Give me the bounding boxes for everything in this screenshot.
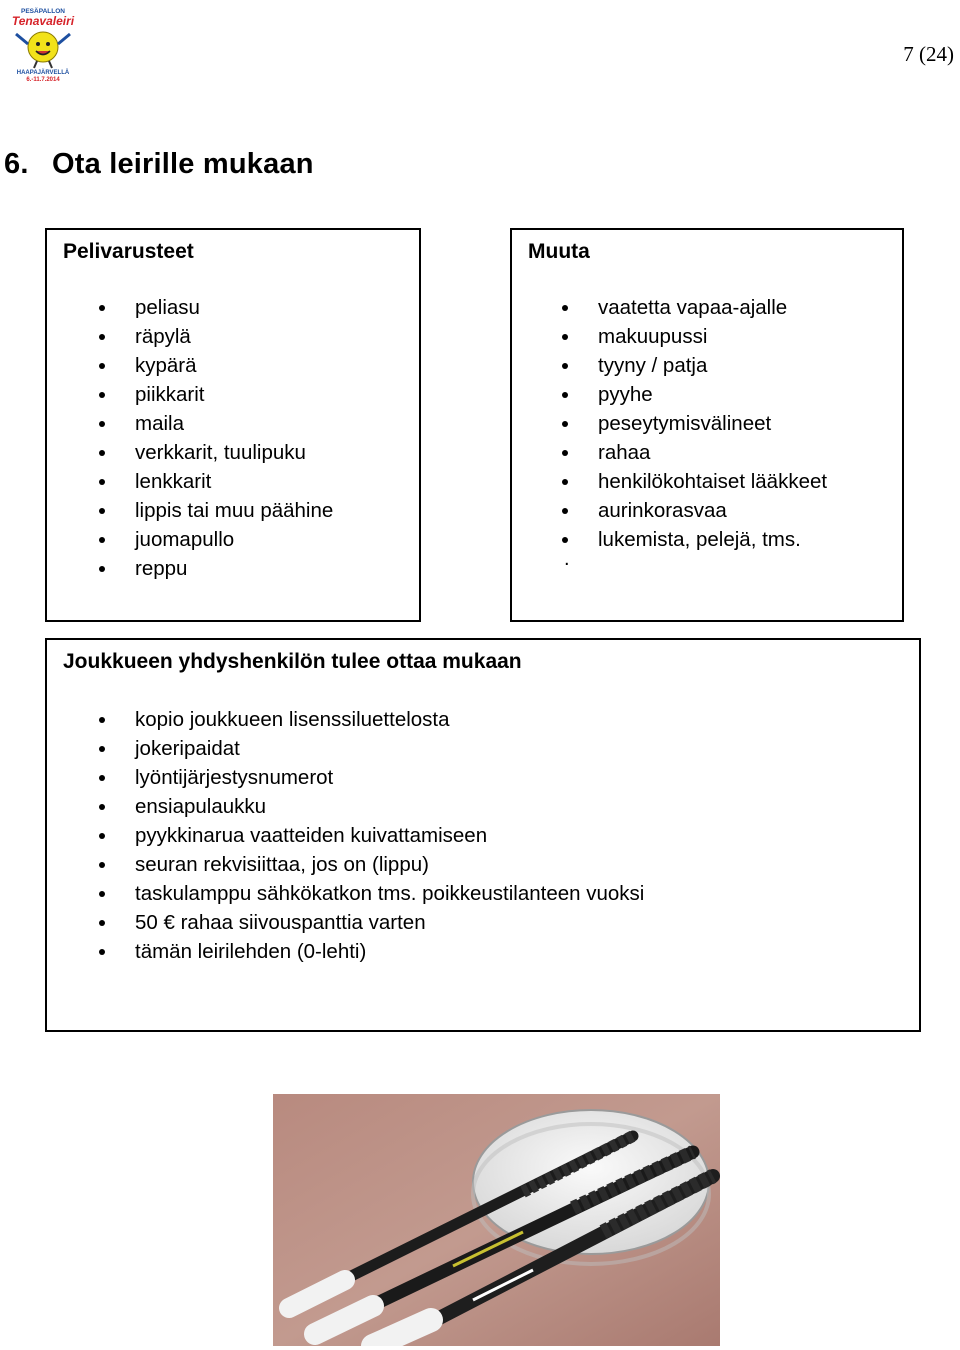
list-item: reppu [47, 554, 333, 583]
bats-photo [273, 1094, 720, 1346]
section-title: Ota leirille mukaan [52, 148, 314, 180]
muuta-list [512, 293, 827, 554]
logo-ball [28, 32, 58, 62]
list-item: jokeripaidat [47, 734, 644, 763]
pelivarusteet-title: Pelivarusteet [63, 240, 194, 263]
list-item: makuupussi [512, 322, 827, 351]
list-item: tyyny / patja [512, 351, 827, 380]
list-item: peseytymisvälineet [512, 409, 827, 438]
list-item: kypärä [47, 351, 333, 380]
list-item: maila [47, 409, 333, 438]
logo-location-text: HAAPAJÄRVELLÄ [16, 70, 70, 76]
joukkue-title: Joukkueen yhdyshenkilön tulee ottaa mukaan [63, 650, 522, 673]
logo-date-text: 6.-11.7.2014 [26, 77, 60, 82]
joukkue-box [45, 638, 921, 1032]
joukkue-list [47, 705, 644, 966]
list-item: lyöntijärjestysnumerot [47, 763, 644, 792]
list-item: lukemista, pelejä, tms. [512, 525, 827, 554]
pelivarusteet-list [47, 293, 333, 583]
logo-brand-text: Tenavaleiri [11, 14, 75, 28]
section-number: 6. [4, 148, 29, 180]
list-item: lenkkarit [47, 467, 333, 496]
muuta-title: Muuta [528, 240, 590, 263]
list-item: ensiapulaukku [47, 792, 644, 821]
list-item: piikkarit [47, 380, 333, 409]
list-item: tämän leirilehden (0-lehti) [47, 937, 644, 966]
event-logo [4, 4, 82, 82]
list-item: taskulamppu sähkökatkon tms. poikkeustilanteen vuoksi [47, 879, 644, 908]
logo-top-text: PESÄPALLON [21, 8, 65, 15]
trailing-mark: . [564, 548, 570, 570]
list-item: verkkarit, tuulipuku [47, 438, 333, 467]
list-item: pyyhe [512, 380, 827, 409]
list-item: kopio joukkueen lisenssiluettelosta [47, 705, 644, 734]
page-number: 7 (24) [903, 42, 954, 66]
list-item: seuran rekvisiittaa, jos on (lippu) [47, 850, 644, 879]
list-item: rahaa [512, 438, 827, 467]
list-item: 50 € rahaa siivouspanttia varten [47, 908, 644, 937]
list-item: vaatetta vapaa-ajalle [512, 293, 827, 322]
list-item: pyykkinarua vaatteiden kuivattamiseen [47, 821, 644, 850]
list-item: peliasu [47, 293, 333, 322]
pelivarusteet-box [45, 228, 421, 622]
list-item: henkilökohtaiset lääkkeet [512, 467, 827, 496]
list-item: aurinkorasvaa [512, 496, 827, 525]
list-item: räpylä [47, 322, 333, 351]
list-item: juomapullo [47, 525, 333, 554]
list-item: lippis tai muu päähine [47, 496, 333, 525]
section-heading [4, 148, 314, 181]
